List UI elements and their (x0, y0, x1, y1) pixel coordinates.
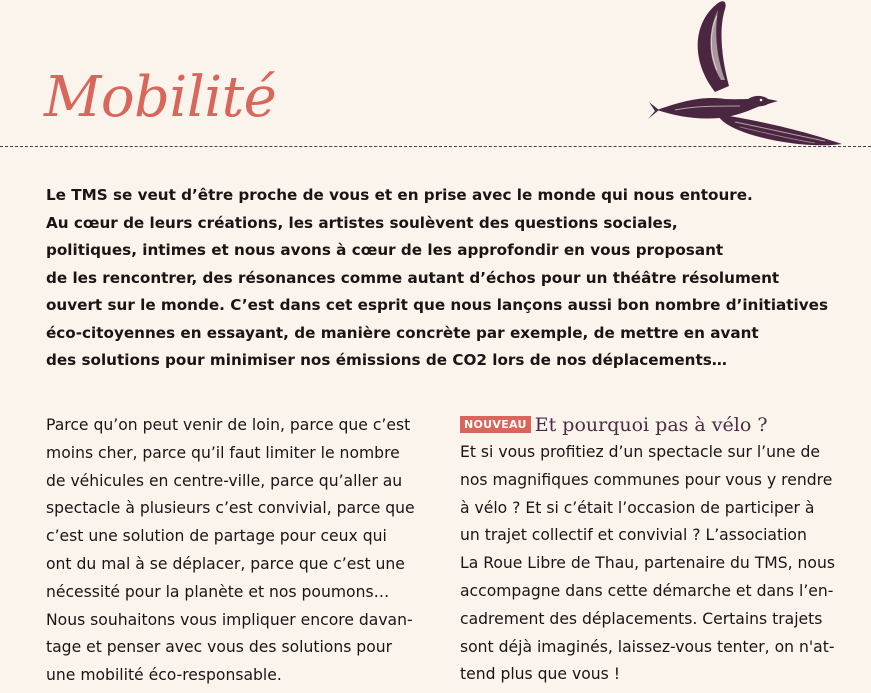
new-badge: NOUVEAU (460, 416, 531, 433)
right-column-line: cadrement des déplacements. Certains trajets (460, 609, 823, 628)
right-column-line: Et si vous profitiez d’un spectacle sur l’une de (460, 443, 820, 461)
right-column-line: sont déjà imaginés, laissez-vous tenter, on n'at- (460, 637, 835, 656)
right-column-line: tend plus que vous ! (460, 665, 620, 684)
right-column-text (460, 439, 860, 689)
left-column-line: nécessité pour la planète et nos poumons… (46, 582, 390, 601)
left-column-line: moins cher, parce qu’il faut limiter le nombre (46, 443, 400, 462)
page-title: Mobilité (44, 65, 277, 130)
intro-line: éco-citoyennes en essayant, de manière concrète par exemple, de mettre en avant (46, 323, 759, 342)
left-column-line: Nous souhaitons vous impliquer encore davan- (46, 610, 413, 629)
dashed-divider (0, 146, 871, 147)
intro-line: politiques, intimes et nous avons à cœur de les approfondir en vous proposant (46, 241, 724, 259)
right-column-line: nos magnifiques communes pour vous y rendre (460, 470, 833, 489)
intro-line: des solutions pour minimiser nos émissions de CO2 lors de nos déplacements… (46, 351, 727, 369)
right-column-line: à vélo ? Et si c’était l’occasion de participer à (460, 498, 815, 517)
left-column-line: de véhicules en centre-ville, parce qu’aller au (46, 471, 403, 490)
right-column-line: un trajet collectif et convivial ? L’association (460, 526, 807, 545)
intro-line: Le TMS se veut d’être proche de vous et en prise avec le monde qui nous entoure. (46, 186, 753, 204)
right-column (460, 412, 860, 689)
intro-line: de les rencontrer, des résonances comme autant d’échos pour un théâtre résolument (46, 268, 780, 287)
left-column-line: tage et penser avec vous des solutions pour (46, 638, 393, 657)
right-column-line: accompagne dans cette démarche et dans l’en- (460, 581, 834, 600)
left-column-line: c’est une solution de partage pour ceux qui (46, 527, 387, 546)
left-column-line: Parce qu’on peut venir de loin, parce que c’est (46, 416, 411, 434)
left-column-line: spectacle à plusieurs c’est convivial, parce que (46, 499, 415, 518)
left-column-line: ont du mal à se déplacer, parce que c’est une (46, 554, 405, 573)
left-column-line: une mobilité éco-responsable. (46, 666, 282, 685)
intro-line: ouvert sur le monde. C’est dans cet esprit que nous lançons aussi bon nombre d’initiatives (46, 296, 828, 314)
right-column-line: La Roue Libre de Thau, partenaire du TMS, nous (460, 554, 835, 573)
left-column (46, 412, 436, 690)
bird-icon (645, 0, 845, 150)
intro-line: Au cœur de leurs créations, les artistes soulèvent des questions sociales, (46, 213, 678, 232)
section-heading: Et pourquoi pas à vélo ? (534, 414, 768, 436)
section-heading-row (460, 412, 860, 438)
intro-paragraph (46, 182, 846, 375)
